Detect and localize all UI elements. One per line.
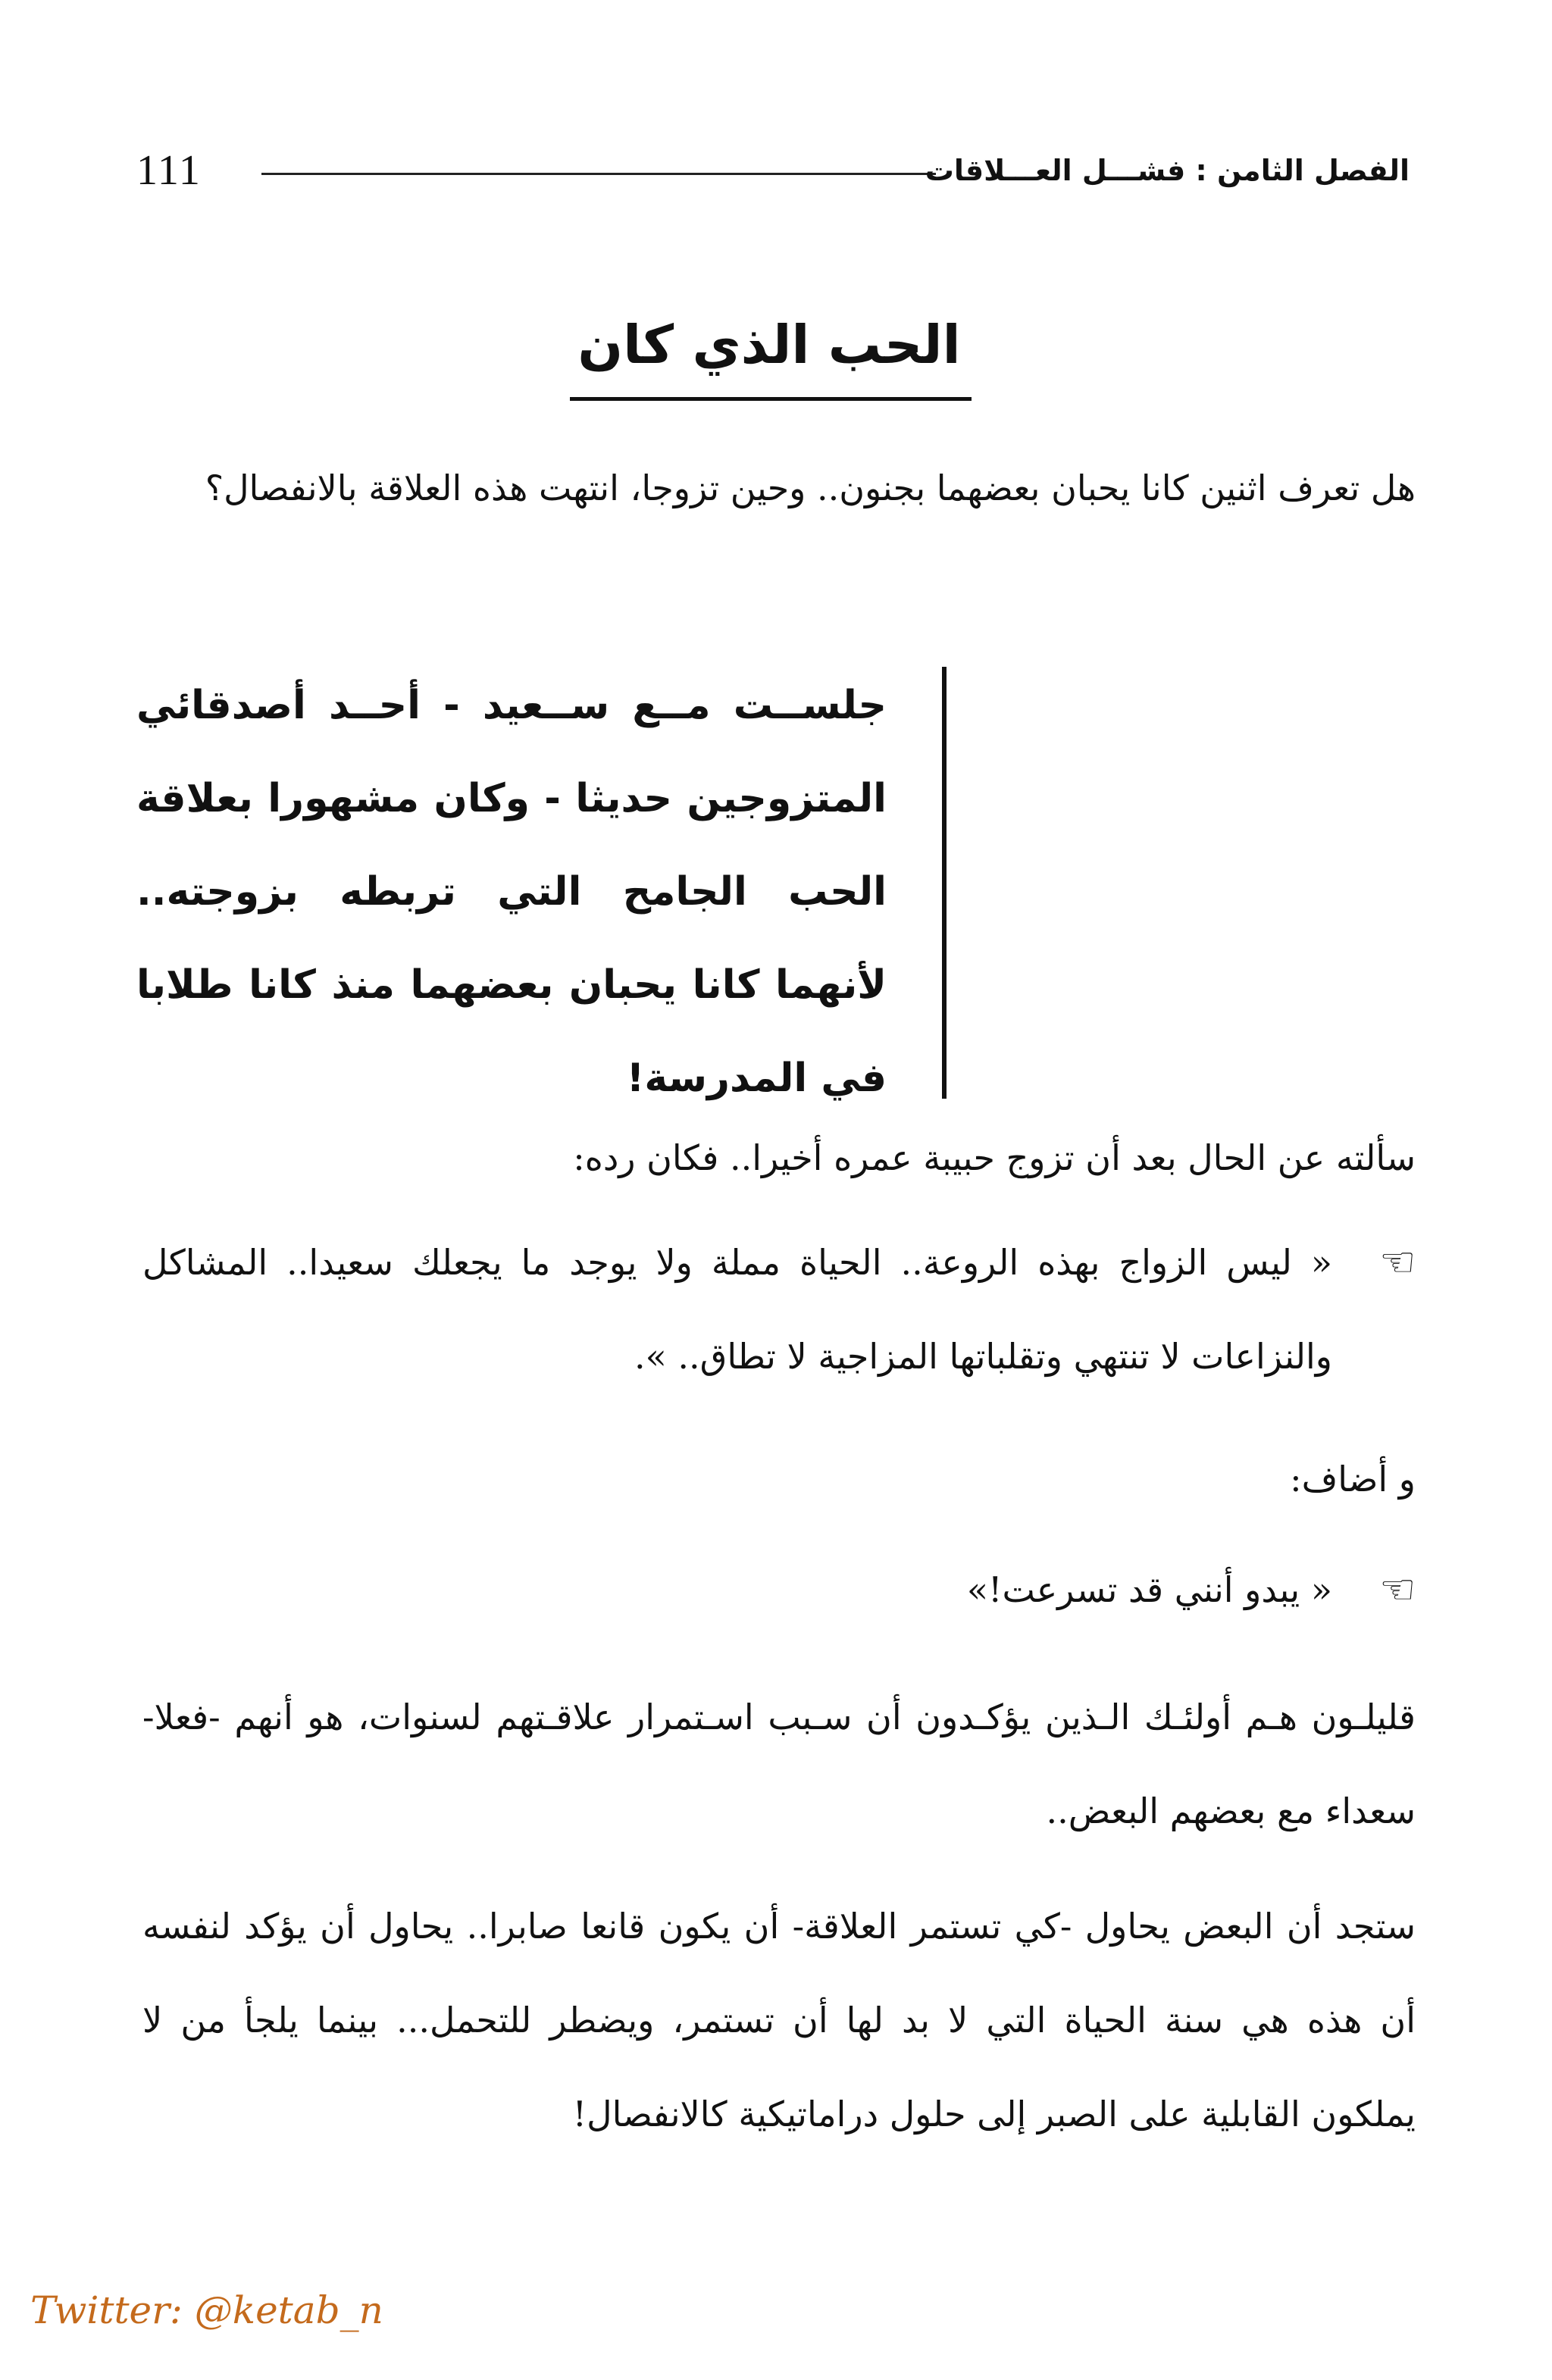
page-number: 111 [136, 147, 202, 194]
intro-paragraph: هل تعرف اثنين كانا يحبان بعضهما بجنون.. وحين تزوجا، انتهت هذه العلاقة بالانفصال؟ [205, 468, 1416, 508]
paragraph-some: ستجد أن البعض يحاول -كي تستمر العلاقة- أن يكون قانعا صابرا.. يحاول أن يؤكد لنفسه أن هذه هي سنة الحياة التي لا بد لها أن تستمر، ويضطر للتحمل... بينما يلجأ من لا يملكون القابلية على الصبر إلى حلول دراماتيكية كالانفصال! [142, 1906, 1416, 2134]
pointing-hand-icon: ☞ [1378, 1238, 1416, 1286]
title-underline [570, 397, 972, 401]
added-paragraph: و أضاف: [1290, 1459, 1416, 1500]
section-title: الحب الذي كان [577, 314, 961, 376]
pull-quote: جلســت مــع ســعيد - أحــد أصدقائي المتزوجين حديثا - وكان مشهورا بعلاقة الحب الجامح التي تربطه بزوجته.. لأنهما كانا يحبان بعضهما منذ كانا طلابا في المدرسة! [136, 683, 887, 1101]
paragraph-few: قليلـون هـم أولئـك الـذين يؤكـدون أن سـبب اسـتمرار علاقـتهم لسنوات، هو أنهم -فعلا- سعداء مع بعضهم البعض.. [142, 1697, 1416, 1831]
quote-block-1 [142, 1215, 1416, 1403]
asked-paragraph: سألته عن الحال بعد أن تزوج حبيبة عمره أخيرا.. فكان رده: [573, 1137, 1416, 1178]
header-rule [261, 173, 936, 175]
chapter-title: الفصل الثامن : فشـــل العـــلاقات [925, 154, 1410, 187]
pull-quote-bar [942, 667, 947, 1099]
quote-text-2: « يبدو أنني قد تسرعت!» [966, 1569, 1332, 1610]
quote-block-2 [142, 1543, 1416, 1637]
twitter-watermark: Twitter: @ketab_n [30, 2288, 383, 2332]
pointing-hand-icon: ☞ [1378, 1565, 1416, 1613]
quote-text-1: « ليس الزواج بهذه الروعة.. الحياة مملة ولا يوجد ما يجعلك سعيدا.. المشاكل والنزاعات لا تنتهي وتقلباتها المزاجية لا تطاق.. ». [142, 1242, 1332, 1377]
running-header [129, 144, 1410, 197]
